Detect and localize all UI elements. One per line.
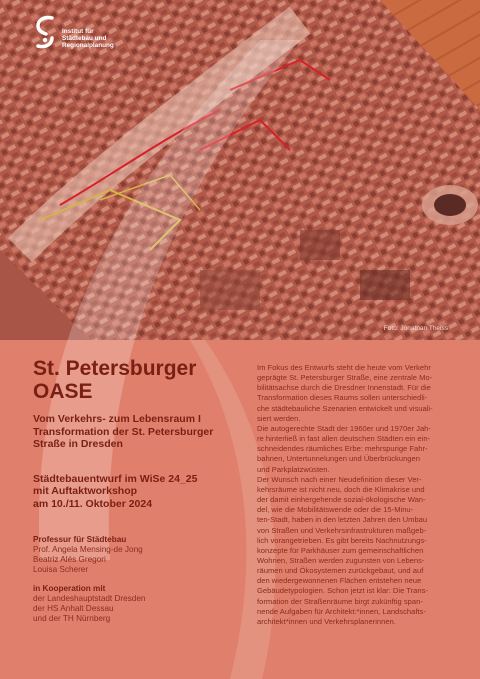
body-line: lich vorangetrieben. Es gibt bereits Nachnutzungs- (257, 535, 427, 545)
logo-line: Städtebau und (62, 35, 107, 43)
course-line: Städtebauentwurf im WiSe 24_25 (33, 472, 198, 485)
body-line: nende Aufgaben für Architekt:*innen, Landschafts- (257, 606, 426, 616)
partner: der Landeshauptstadt Dresden (33, 594, 146, 603)
professorship (33, 535, 241, 575)
logo-line: Institut für (62, 28, 94, 35)
course-line: am 10./11. Oktober 2024 (33, 497, 153, 510)
body-line: Transformation dieses Raums sollen unterschiedli- (257, 393, 428, 403)
body-line: von Straßen und Verkehrsinfrastrukturen maßgeb- (257, 525, 427, 535)
cooperation-heading: in Kooperation mit (33, 584, 106, 593)
body-line: bahnen, Untertunnelungen und Überbrückungen (257, 454, 420, 464)
left-column (33, 357, 241, 624)
professorship-heading: Professur für Städtebau (33, 535, 127, 544)
body-line: del, wie die Mobilitätswende oder die 15-Minu- (257, 505, 414, 515)
body-line: Gebäudetypologien. Schon jetzt ist klar: Die Trans- (257, 586, 428, 596)
poster-title (33, 357, 241, 403)
title-line: OASE (33, 380, 93, 403)
body-line: Im Fokus des Entwurfs steht die heute vom Verkehr (257, 363, 431, 372)
title-line: St. Petersburger (33, 357, 197, 380)
body-line: ten-Stadt, haben in den letzten Jahren den Umbau (257, 515, 428, 525)
body-line: formation der Straßenräume birgt zukünftig span- (257, 596, 423, 606)
person: Louisa Scherer (33, 565, 89, 574)
institute-logo (34, 14, 122, 50)
body-line: den wiedergewonnenen Flächen entstehen neue (257, 576, 422, 586)
person: Prof. Angela Mensing-de Jong (33, 545, 143, 554)
body-line: bilitätsachse durch die Dresdner Innenstadt. Für die (257, 383, 431, 393)
body-line: geprägte St. Petersburger Straße, eine zentrale Mo- (257, 373, 433, 383)
institute-logo-icon (34, 14, 56, 50)
poster-subtitle (33, 413, 241, 451)
partner: und der TH Nürnberg (33, 614, 111, 623)
subtitle-line: Straße in Dresden (33, 438, 123, 450)
body-line: architekt*innen und Verkehrsplanerinnen. (257, 616, 396, 626)
body-line: Der Wunsch nach einer Neudefinition dieser Ver- (257, 474, 422, 484)
body-line: che städtebauliche Szenarien entwickelt und visuali- (257, 403, 433, 413)
body-line: kehrsräume ist nicht neu, doch die Klimakrise und (257, 484, 425, 494)
person: Beatriz Alés Gregori (33, 555, 106, 564)
cooperation (33, 584, 241, 624)
body-line: Die autogerechte Stadt der 1960er und 1970er Jah- (257, 423, 431, 433)
body-line: und Parkplatzwüsten. (257, 464, 330, 474)
photo-credit: Foto: Jonathan Theiss (383, 325, 448, 332)
partner: der HS Anhalt Dessau (33, 604, 114, 613)
body-line: konzepte für Parkhäuser zum gemeinschaftlichen (257, 545, 424, 555)
body-line: der damit einhergehende sozial-ökologische Wan- (257, 495, 426, 505)
subtitle-line: Vom Verkehrs- zum Lebensraum I (33, 413, 201, 425)
body-text (257, 363, 453, 627)
body-line: siert werden. (257, 413, 301, 423)
logo-line: Regionalplanung (62, 42, 114, 50)
body-line: Wohnen, Straßen werden zugunsten von Lebens- (257, 555, 425, 565)
subtitle-line: Transformation der St. Petersburger (33, 425, 214, 438)
body-line: schneidendes räumliches Erbe: mehrspurige Fahr- (257, 444, 428, 454)
course-info (33, 473, 241, 511)
body-line: re hinterließ in fast allen deutschen Städten ein ein- (257, 434, 431, 444)
course-line: mit Auftaktworkshop (33, 485, 138, 497)
institute-name (62, 28, 122, 50)
body-line: räumen und Ökosystemen zurückgebaut, und auf (257, 566, 424, 576)
